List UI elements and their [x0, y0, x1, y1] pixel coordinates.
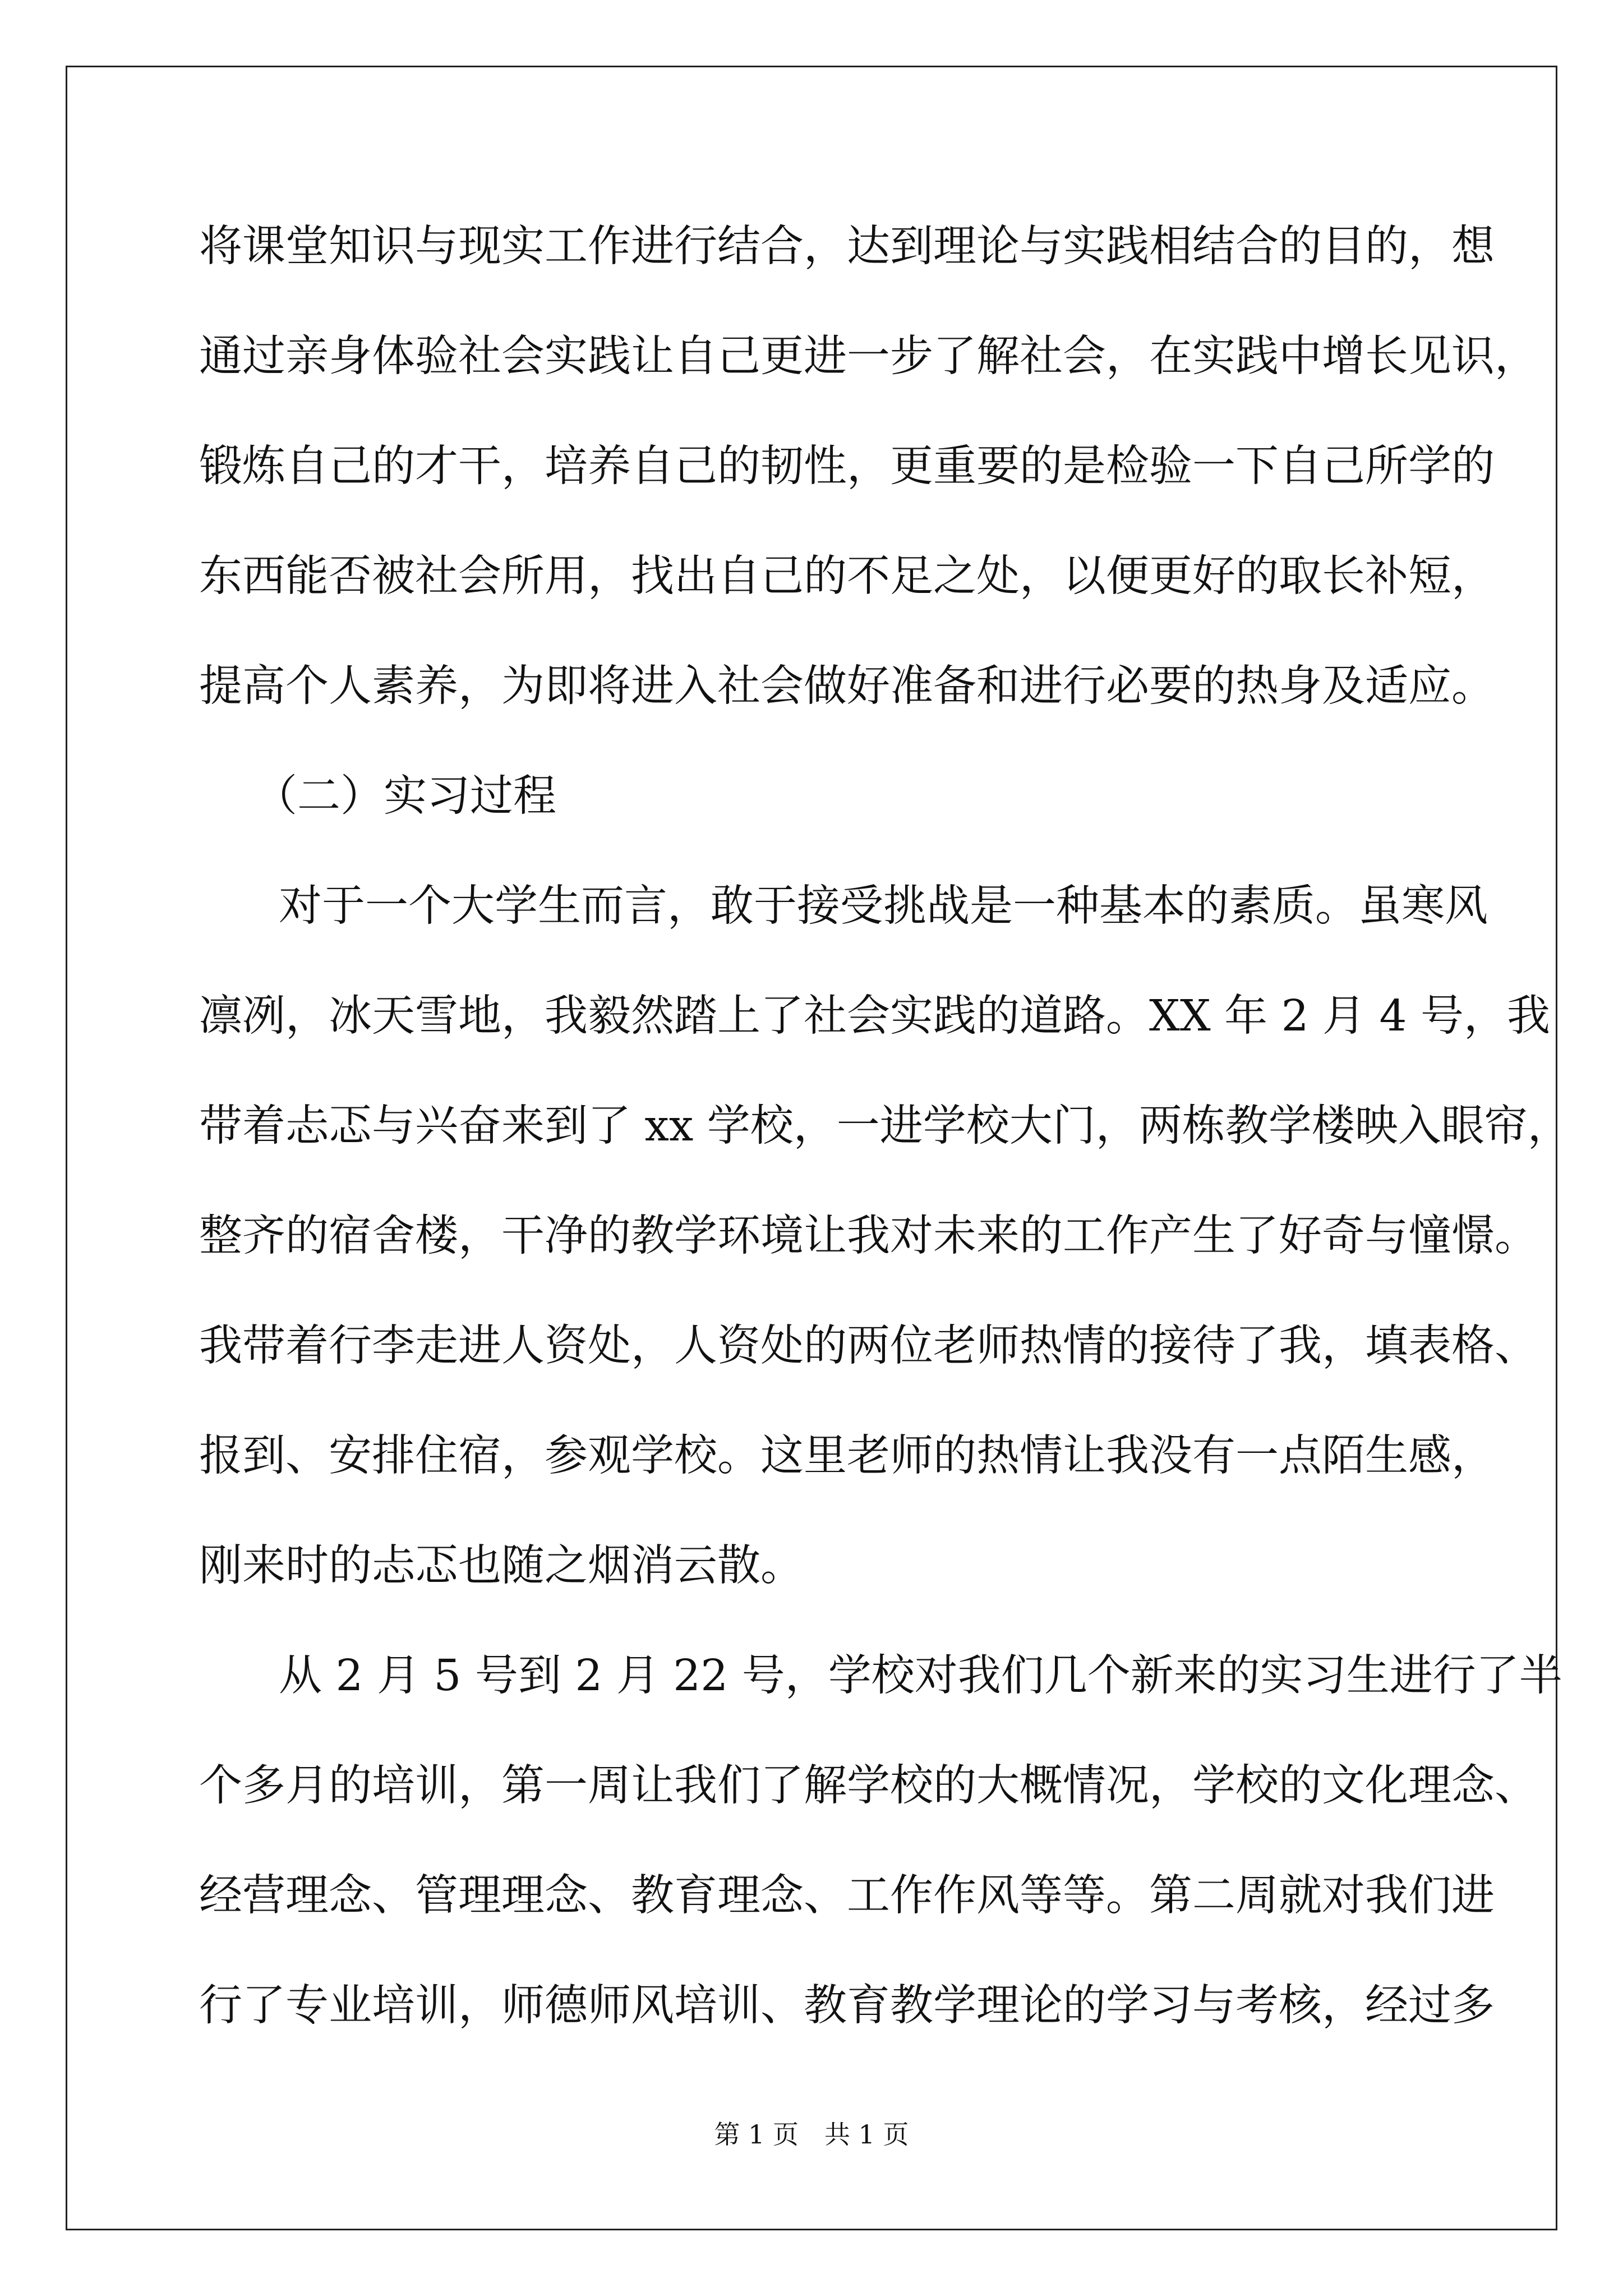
paragraph-line: 整齐的宿舍楼，干净的教学环境让我对未来的工作产生了好奇与憧憬。: [199, 1211, 1538, 1261]
paragraph-line: 提高个人素养，为即将进入社会做好准备和进行必要的热身及适应。: [199, 661, 1495, 711]
paragraph-line: 凛冽，冰天雪地，我毅然踏上了社会实践的道路。XX 年 2 月 4 号，我: [199, 991, 1550, 1041]
paragraph-line: 将课堂知识与现实工作进行结合，达到理论与实践相结合的目的，想: [199, 222, 1495, 272]
paragraph-line: 带着忐忑与兴奋来到了 xx 学校，一进学校大门，两栋教学楼映入眼帘，: [199, 1101, 1571, 1151]
paragraph-line: 行了专业培训，师德师风培训、教育教学理论的学习与考核，经过多: [199, 1981, 1495, 2031]
section-heading: （二）实习过程: [254, 771, 556, 821]
paragraph-line: 从 2 月 5 号到 2 月 22 号，学校对我们几个新来的实习生进行了半: [279, 1651, 1562, 1701]
document-body: [199, 208, 1571, 2077]
paragraph-line: 经营理念、管理理念、教育理念、工作作风等等。第二周就对我们进: [199, 1871, 1495, 1921]
paragraph-line: 报到、安排住宿，参观学校。这里老师的热情让我没有一点陌生感，: [199, 1431, 1495, 1481]
paragraph-line: 东西能否被社会所用，找出自己的不足之处，以便更好的取长补短，: [199, 551, 1495, 601]
paragraph-line: 对于一个大学生而言，敢于接受挑战是一种基本的素质。虽寒风: [279, 881, 1488, 931]
paragraph-line: 个多月的培训，第一周让我们了解学校的大概情况，学校的文化理念、: [199, 1761, 1538, 1811]
page-number-footer: 第 1 页 共 1 页: [714, 2119, 909, 2150]
paragraph-line: 通过亲身体验社会实践让自己更进一步了解社会，在实践中增长见识，: [199, 332, 1538, 381]
paragraph-line: 我带着行李走进人资处，人资处的两位老师热情的接待了我，填表格、: [199, 1321, 1538, 1371]
paragraph-line: 锻炼自己的才干，培养自己的韧性，更重要的是检验一下自己所学的: [199, 441, 1495, 491]
paragraph-line: 刚来时的忐忑也随之烟消云散。: [199, 1541, 804, 1591]
